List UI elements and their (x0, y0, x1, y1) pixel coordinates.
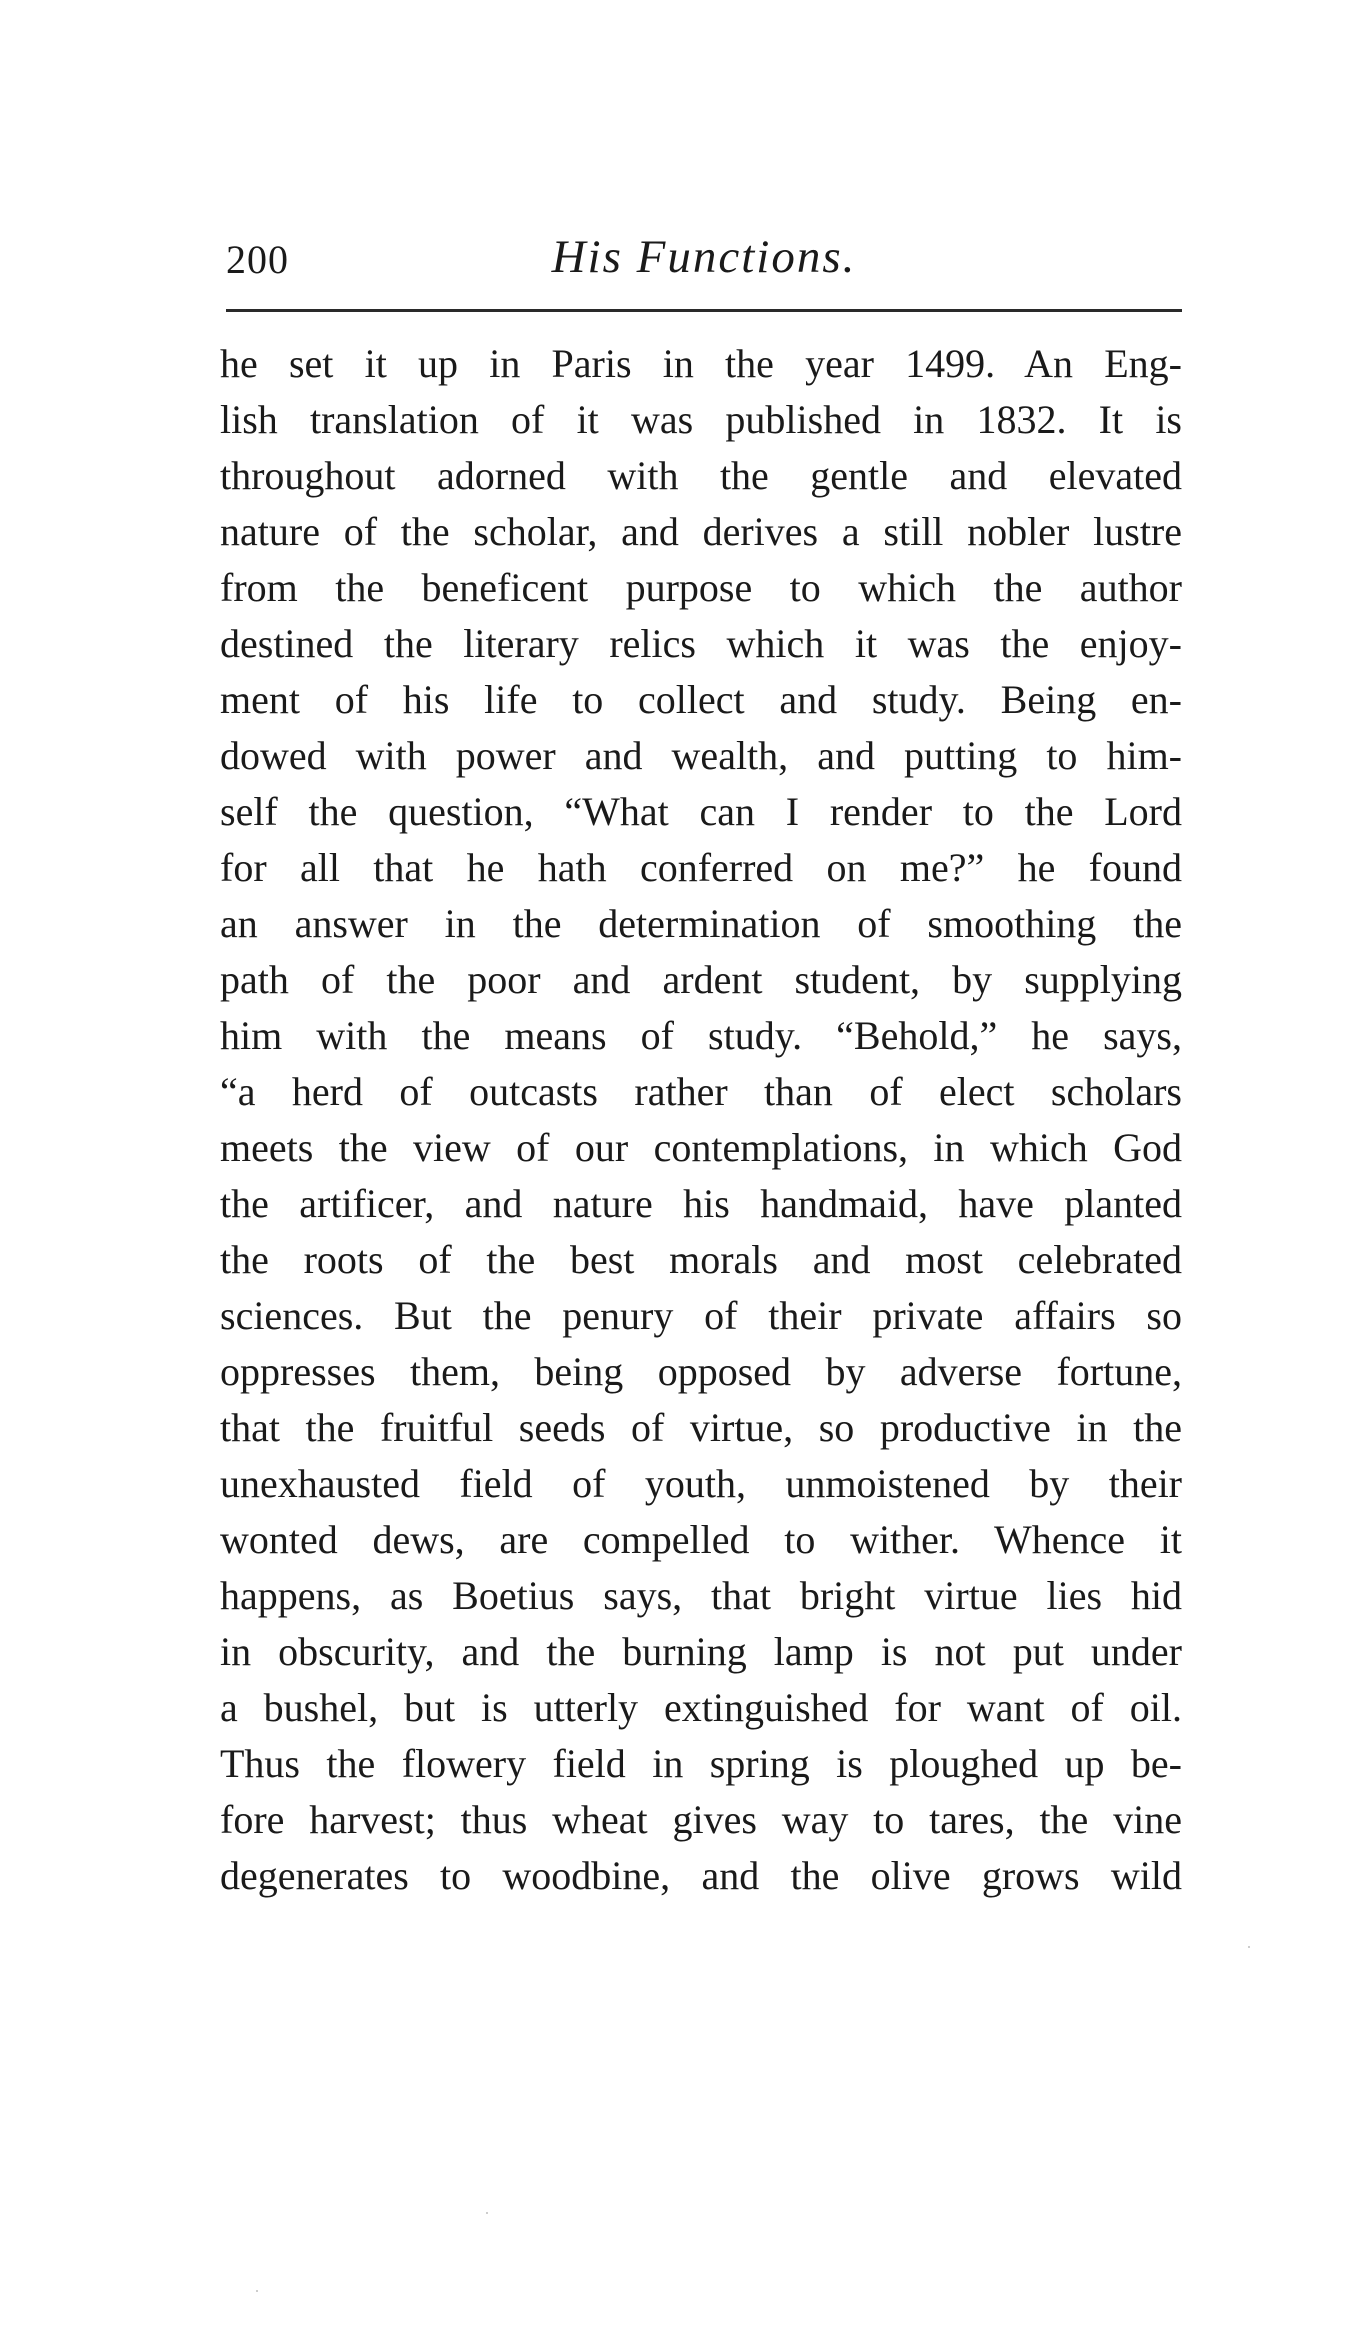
paper-speck (1248, 1946, 1250, 1948)
text-line: him with the means of study. “Behold,” he says, (220, 1013, 1182, 1058)
text-line: a bushel, but is utterly extinguished for want of oil. (220, 1685, 1182, 1730)
text-line: in obscurity, and the burning lamp is not put under (220, 1629, 1182, 1674)
page-number: 200 (226, 237, 289, 282)
text-line: for all that he hath conferred on me?” he found (220, 845, 1182, 890)
text-line: that the fruitful seeds of virtue, so productive in the (220, 1405, 1182, 1450)
body-text (220, 336, 1182, 1904)
text-line: he set it up in Paris in the year 1499. An Eng- (220, 341, 1182, 386)
text-line: happens, as Boetius says, that bright virtue lies hid (220, 1573, 1182, 1618)
header-rule (226, 309, 1182, 312)
paper-speck (486, 2212, 488, 2214)
text-line: from the beneficent purpose to which the author (220, 565, 1182, 610)
text-line: ment of his life to collect and study. Being en- (220, 677, 1182, 722)
paper-speck (256, 2290, 258, 2292)
text-line: the roots of the best morals and most celebrated (220, 1237, 1182, 1282)
text-line: “a herd of outcasts rather than of elect scholars (220, 1069, 1182, 1114)
running-head (226, 228, 1182, 298)
text-line: an answer in the determination of smoothing the (220, 901, 1182, 946)
text-line: nature of the scholar, and derives a still nobler lustre (220, 509, 1182, 554)
text-line: the artificer, and nature his handmaid, have planted (220, 1181, 1182, 1226)
text-line: degenerates to woodbine, and the olive grows wild (220, 1853, 1182, 1898)
text-line: path of the poor and ardent student, by supplying (220, 957, 1182, 1002)
text-line: dowed with power and wealth, and putting to him- (220, 733, 1182, 778)
text-line: oppresses them, being opposed by adverse fortune, (220, 1349, 1182, 1394)
text-line: fore harvest; thus wheat gives way to tares, the vine (220, 1797, 1182, 1842)
text-line: meets the view of our contemplations, in which God (220, 1125, 1182, 1170)
text-line: throughout adorned with the gentle and elevated (220, 453, 1182, 498)
text-line: lish translation of it was published in 1832. It is (220, 397, 1182, 442)
text-line: unexhausted field of youth, unmoistened by their (220, 1461, 1182, 1506)
running-title: His Functions. (551, 231, 857, 283)
text-line: Thus the flowery field in spring is ploughed up be- (220, 1741, 1182, 1786)
text-line: sciences. But the penury of their private affairs so (220, 1293, 1182, 1338)
text-line: self the question, “What can I render to the Lord (220, 789, 1182, 834)
text-line: wonted dews, are compelled to wither. Whence it (220, 1517, 1182, 1562)
text-line: destined the literary relics which it was the enjoy- (220, 621, 1182, 666)
